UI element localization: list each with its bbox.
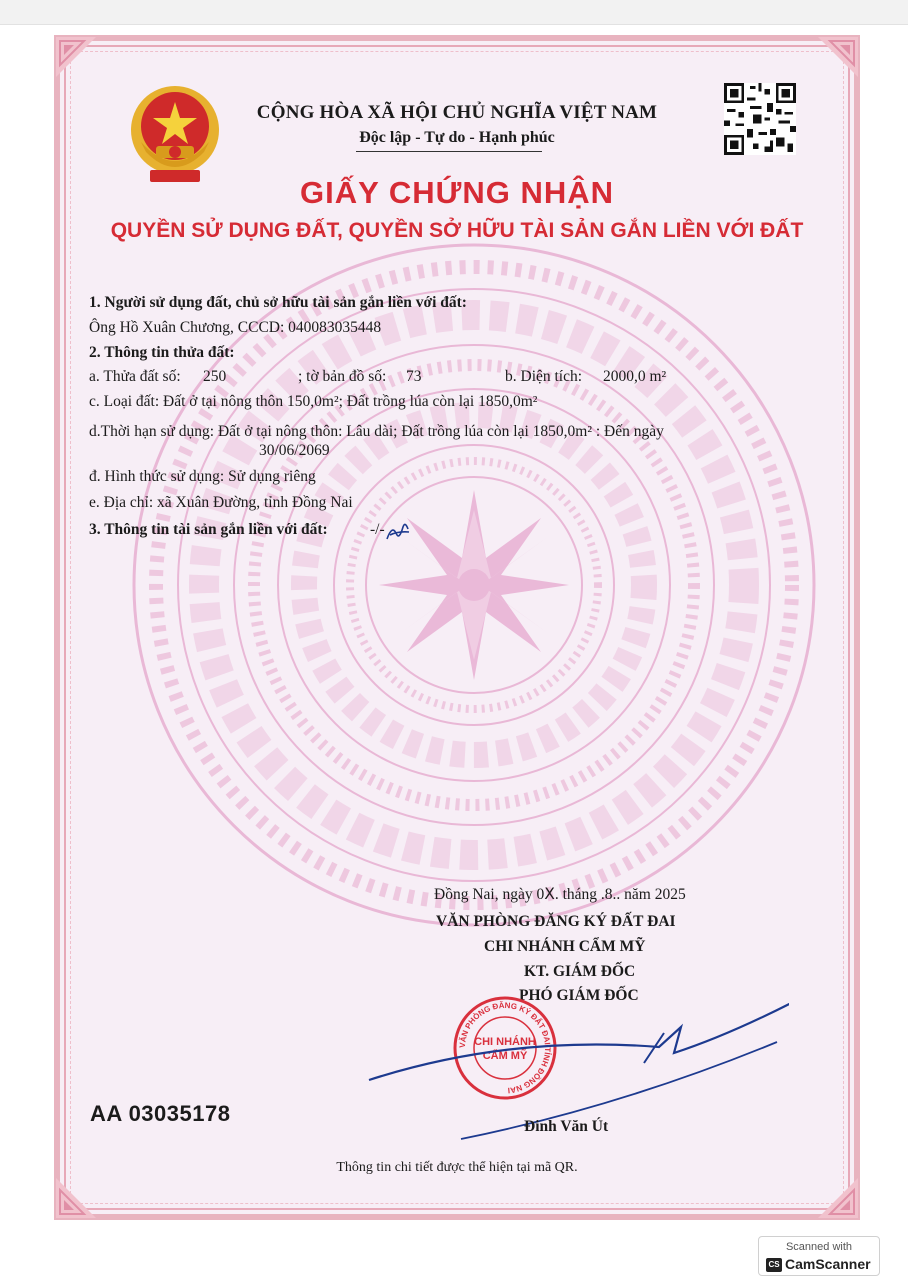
signer-name: Đinh Văn Út [524,1118,609,1135]
stamp-center-line-1: CHI NHÁNH [474,1036,536,1048]
country-heading: CỘNG HÒA XÃ HỘI CHỦ NGHĨA VIỆT NAM [256,102,658,123]
owner-info: Ông Hồ Xuân Chương, CCCD: 040083035448 [89,319,382,336]
corner-ornament-icon [816,35,860,79]
land-type: c. Loại đất: Đất ở tại nông thôn 150,0m²; Đất trồng lúa còn lại 1850,0m² [89,393,538,410]
land-use-certificate [54,35,860,1220]
certificate-title: GIẤY CHỨNG NHẬN [300,175,614,210]
area-label: b. Diện tích: [505,368,583,385]
issue-date: Đồng Nai, ngày 0Ⅹ. tháng .8.. năm 2025 [434,886,686,903]
qr-footer-note: Thông tin chi tiết được thể hiện tại mã QR. [336,1160,578,1175]
viewer-top-bar [0,0,908,25]
office-name-line-2: CHI NHÁNH CẨM MỸ [484,938,646,955]
scanned-with-text: Scanned with [785,1241,853,1253]
area-value: 2000,0 m² [603,368,667,385]
motto-heading: Độc lập - Tự do - Hạnh phúc [359,129,555,146]
address: e. Địa chỉ: xã Xuân Đường, tỉnh Đồng Nai [89,494,353,511]
office-name-line-1: VĂN PHÒNG ĐĂNG KÝ ĐẤT ĐAI [436,913,676,930]
section-2-heading: 2. Thông tin thửa đất: [89,344,235,361]
section-3-value: -/- [370,521,385,538]
certificate-subtitle: QUYỀN SỬ DỤNG ĐẤT, QUYỀN SỞ HỮU TÀI SẢN GẮN LIỀN VỚI ĐẤT [110,219,804,242]
map-sheet-label: ; tờ bản đồ số: [298,368,387,385]
corner-ornament-icon [54,1176,98,1220]
camscanner-logo-icon: CS [766,1258,782,1272]
camscanner-badge [758,1236,880,1276]
camscanner-brand: CamScanner [785,1256,871,1272]
usage-term: d.Thời hạn sử dụng: Đất ở tại nông thôn: Lâu dài; Đất trồng lúa còn lại 1850,0m² : Đến ngày [89,423,664,440]
map-sheet-number: 73 [406,368,422,385]
usage-form: đ. Hình thức sử dụng: Sử dụng riêng [89,468,316,485]
corner-ornament-icon [816,1176,860,1220]
section-1-heading: 1. Người sử dụng đất, chủ sở hữu tài sản gắn liền với đất: [89,294,467,311]
stamp-center-line-2: CẨM MỸ [482,1050,528,1062]
corner-ornament-icon [54,35,98,79]
initials-scribble-icon [384,519,412,545]
motto-underline [356,151,542,152]
signer-role-2: PHÓ GIÁM ĐỐC [519,987,639,1004]
section-3-heading: 3. Thông tin tài sản gắn liền với đất: [89,521,328,538]
parcel-number: 250 [203,368,227,385]
usage-term-date: 30/06/2069 [259,442,330,459]
parcel-label: a. Thửa đất số: [89,368,181,385]
signer-role-1: KT. GIÁM ĐỐC [524,963,636,980]
stamp-ring-text: VĂN PHÒNG ĐĂNG KÝ ĐẤT ĐAI TỈNH ĐỒNG NAI [457,1000,553,1095]
certificate-serial-number: AA 03035178 [90,1101,231,1126]
